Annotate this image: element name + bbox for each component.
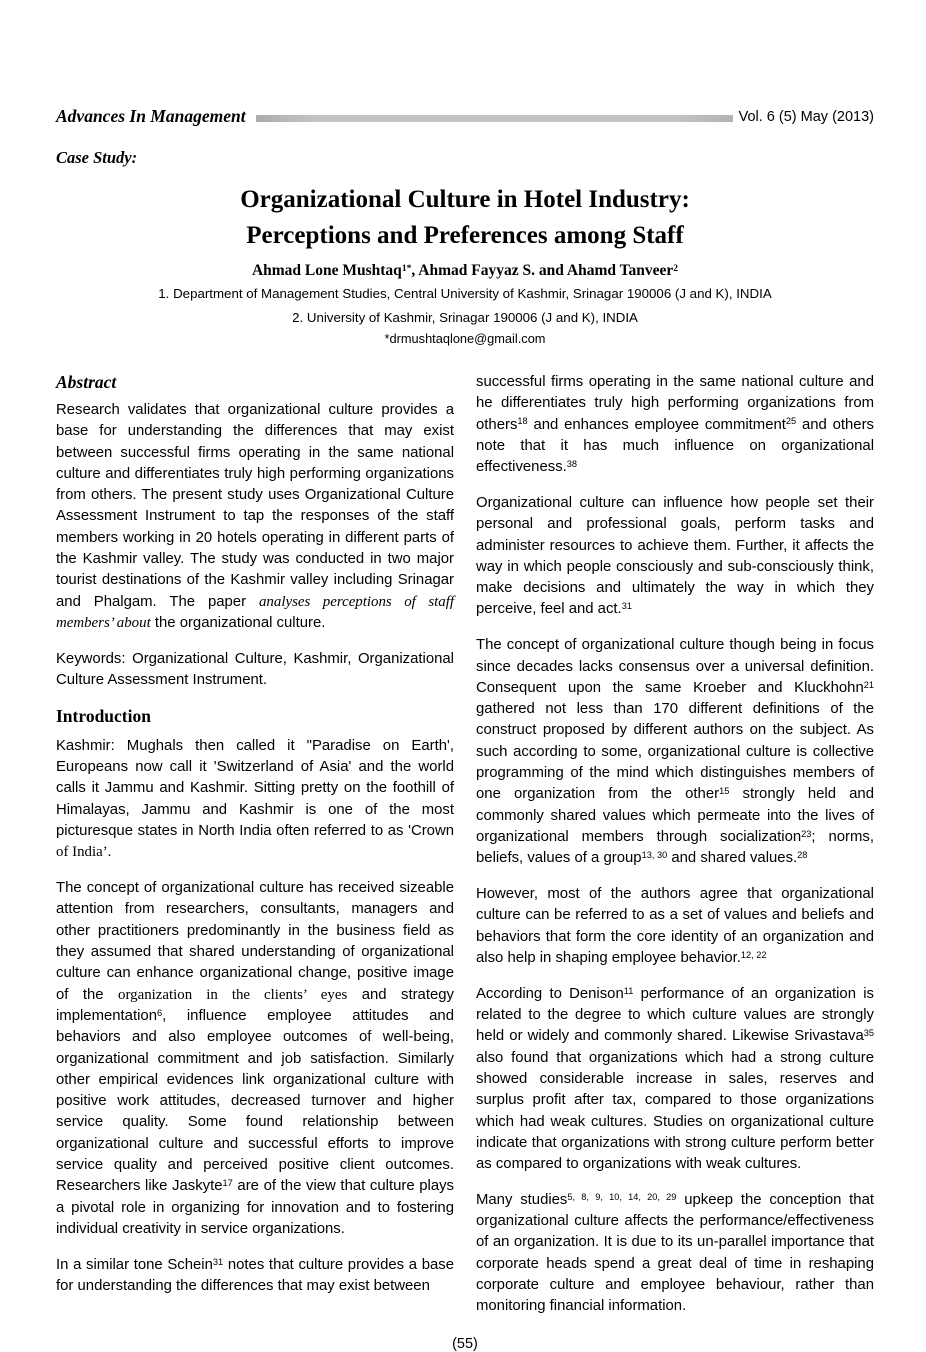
body-paragraph-1: successful firms operating in the same national culture and he differentiates truly high performing organizations from others$^{18}$ and enhances employee commitment$^{25}$ and others note that it has much influence on organizational effectiveness.$^{38}$ (476, 374, 874, 476)
right-column (476, 372, 874, 1332)
article-body (56, 372, 874, 1332)
keywords-paragraph: Keywords: Organizational Culture, Kashmir, Organizational Culture Assessment Instrument. (56, 650, 454, 689)
intro-paragraph-3: In a similar tone Schein$^{31}$ notes that culture provides a base for understanding the differences that may exist between (56, 1256, 454, 1294)
article-title-line-1: Organizational Culture in Hotel Industry: (240, 186, 690, 213)
affiliation-1: 1. Department of Management Studies, Central University of Kashmir, Srinagar 190006 (J and K), INDIA (158, 286, 772, 301)
header-rule (256, 115, 733, 122)
left-column (56, 372, 454, 1332)
journal-name: Advances In Management (56, 106, 246, 126)
author-line: Ahmad Lone Mushtaq$^{1*}$, Ahmad Fayyaz S. and Ahamd Tanveer$^2$ (251, 262, 679, 279)
intro-paragraph-2: The concept of organizational culture has received sizeable attention from researchers, consultants, managers and other practitioners predominantly in the business field as they assumed that shared understanding of organizational culture can enhance organizational change, positive image of the organization in the clients’ eyes and strategy implementation$^6$, influence employee attitudes and behaviors and also employee outcomes of well-being, organizational commitment and job satisfaction. Similarly other empirical evidences link organizational culture with positive work attitudes, decreased turnover and higher service quality. Some found relationship between organizational culture and successful efforts to improve service quality and perceived positive client outcomes. Researchers like Jaskyte$^{17}$ are of the view that culture plays a pivotal role in organizing for innovation and to fostering individual creativity in service organizations. (56, 880, 455, 1237)
body-paragraph-5: According to Denison$^{11}$ performance of an organization is related to the degree to which culture values are strongly held or widely and commonly shared. Likewise Srivastava$^{35}$ also found that organizations which had a strong culture showed considerable increase in sales, reserves and surplus profit after tax, compared to those organizations which had weak cultures. Studies on organizational culture indicate that organizations with strong culture perform better as compared to organizations with weak cultures. (476, 985, 874, 1173)
volume-issue-date: Vol. 6 (5) May (2013) (738, 108, 874, 125)
journal-header (56, 106, 874, 127)
body-paragraph-4: However, most of the authors agree that organizational culture can be referred to as a set of values and beliefs and behaviors that form the core identity of an organization and also help in shaping employee behavior.$^{12, 22}$ (476, 886, 874, 966)
intro-paragraph-1: Kashmir: Mughals then called it "Paradise on Earth', Europeans now call it 'Switzerland of Asia' and the world calls it Jammu and Kashmir. Sitting pretty on the foothill of Himalayas, Jammu and Kashmir is one of the most picturesque states in North India often referred to as 'Crown of India’. (56, 737, 454, 861)
affiliation-2: 2. University of Kashmir, Srinagar 190006 (J and K), INDIA (292, 310, 638, 325)
corresponding-email: *drmushtaqlone@gmail.com (384, 331, 546, 346)
body-paragraph-3: The concept of organizational culture though being in focus since decades lacks consensus over a universal definition. Consequent upon the same Kroeber and Kluckhohn$^{21}$ gathered not less than 170 different definitions of the construct proposed by different authors on the subject. As such according to some, organizational culture is collective programming of the mind which distinguishes members of one organization from the other$^{15}$ strongly held and commonly shared values which permeate into the lives of organizational members through socialization$^{23}$; norms, beliefs, values of a group$^{13, 30}$ and shared values.$^{28}$ (476, 637, 874, 867)
article-title-line-2: Perceptions and Preferences among Staff (246, 221, 684, 249)
abstract-heading: Abstract (56, 372, 117, 392)
introduction-heading: Introduction (56, 705, 151, 726)
page-number: (55) (452, 1336, 478, 1352)
body-paragraph-6: Many studies$^{5, 8, 9, 10, 14, 20, 29}$ upkeep the conception that organizational culture affects the performance/effectiveness of an organization. It is due to its un-parallel importance that corporate heads spend a great deal of time in reshaping corporate culture and employee behaviour, rather than monitoring financial information. (476, 1191, 875, 1315)
abstract-paragraph: Research validates that organizational culture provides a base for understanding the differences that may exist between successful firms operating in the same national culture and differentiates truly high performing organizations from others. The present study uses Organizational Culture Assessment Instrument to tap the responses of the staff members working in 20 hotels operating in different parts of the Kashmir valley. The study was conducted in two major tourist destinations of the Kashmir valley including Srinagar and Phalgam. The paper analyses perceptions of staff members’ about the organizational culture. (56, 402, 454, 631)
article-kicker: Case Study: (56, 148, 138, 167)
article-title (56, 182, 874, 253)
body-paragraph-2: Organizational culture can influence how people set their personal and professional goals, perform tasks and administer resources to achieve them. Further, it affects the way in which people consciously and sub-consciously think, make decisions and ultimately the way in which they perceive, feel and act.$^{31}$ (476, 494, 874, 618)
